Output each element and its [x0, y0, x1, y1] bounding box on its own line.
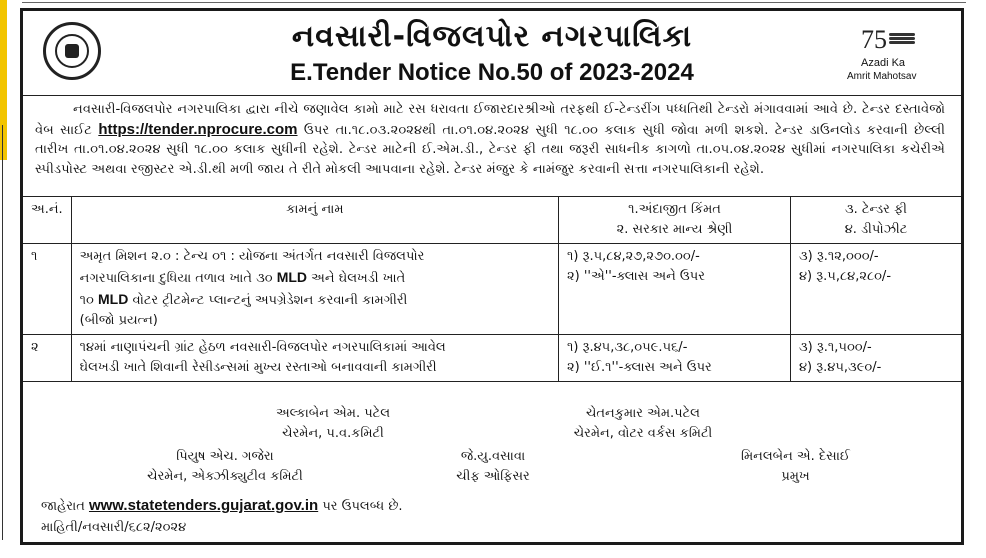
row-cost-category — [559, 335, 791, 382]
azadi-line2: Amrit Mahotsav — [847, 71, 917, 82]
intro-paragraph — [23, 96, 961, 197]
municipality-title: નવસારી-વિજલપોર નગરપાલિકા — [291, 19, 693, 54]
signatory-name: પિયુષ એચ. ગજેરા — [176, 449, 274, 464]
row-fee-deposit — [791, 335, 962, 382]
info-reference: માહિતી/નવસારી/૬૮૨/૨૦૨૪ — [41, 520, 187, 535]
row-fee-deposit — [791, 244, 962, 335]
work-name-text: નગરપાલિકાના દુધિયા તળાવ ખાતે ૩૦ — [79, 271, 277, 286]
deposit: ૪) રૂ.૪૫,૩૯૦/- — [799, 360, 882, 375]
signatory-name: જે.યુ.વસાવા — [460, 449, 526, 464]
work-name-text: વોટર ટ્રીટમેન્ટ પ્લાન્ટનું અપગ્રેડેશન કરવાની કામગીરી — [128, 293, 408, 308]
signatory-name: ચેતનકુમાર એમ.પટેલ — [586, 406, 700, 421]
footer-prefix: જાહેરાત — [41, 499, 89, 514]
work-name-line: અમૃત મિશન ૨.૦ : ટેન્ચ ૦૧ : યોજના અંતર્ગત નવસારી વિજલપોર — [79, 249, 425, 264]
header-fee-deposit — [791, 197, 962, 244]
header-category: ૨. સરકાર માન્ય શ્રેણી — [616, 222, 733, 237]
signatory-chief-officer — [428, 447, 558, 487]
work-name-line: (બીજો પ્રયત્ન) — [79, 313, 158, 328]
intro-text-part2: ઉપર તા.૧૮.૦૩.૨૦૨૪થી તા.૦૧.૦૪.૨૦૨૪ સુધી ૧૮.૦૦ કલાક સુધી જોવા મળી શકશે. ટેન્ડર ડાઉનલોડ કરવાની છેલ્લી તારીખ તા.૦૧.૦૪.૨૦૨૪ સુધી ૧૮.૦૦ કલાક સુધીની રહેશે. ટેન્ડર માટેની ઈ.એમ.ડી., ટેન્ડર ફી તથા જરૂરી સાધનીક કાગળો તા.૦૫.૦૪.૨૦૨૪ સુધીમાં નગરપાલિકા કચેરીએ સ્પીડપોસ્ટ અથવા રજીસ્ટર એ.ડી.થી મળી જાય તે રીતે મોકલી આપવાના રહેશે. ટેન્ડર મંજુર કે નામંજુર કરવાની સત્તા નગરપાલિકાની રહેશે. — [35, 122, 945, 177]
approved-category: ૨) ''ઈ.૧''-ક્લાસ અને ઉપર — [567, 360, 712, 375]
azadi-line1: Azadi Ka — [861, 57, 906, 69]
signatory-pw-chairman — [233, 404, 433, 444]
tender-table — [23, 197, 961, 382]
signatory-president — [718, 447, 873, 487]
azadi-ka-amrit-mahotsav-logo — [843, 25, 927, 87]
work-name-text: ૧૦ — [79, 293, 99, 308]
work-name-line: ઘેલખડી ખાતે શિવાની રેસીડન્સમાં મુખ્ય રસ્તાઓ બનાવવાની કામગીરી — [79, 360, 437, 375]
header-cost-category — [559, 197, 791, 244]
estimated-cost: ૧) રૂ.૫,૮૪,૨૭,૨૭૦.૦૦/- — [567, 249, 700, 264]
statetenders-link[interactable]: www.statetenders.gujarat.gov.in — [88, 497, 319, 514]
signatory-title: પ્રમુખ — [781, 469, 810, 484]
header-work-name: કામનું નામ — [71, 197, 558, 244]
signatory-name: મિનલબેન એ. દેસાઈ — [741, 449, 850, 464]
flag-icon — [889, 33, 915, 45]
work-name-line — [80, 289, 550, 311]
signatory-title: ચેરમેન, વોટર વર્કસ કમિટી — [573, 426, 713, 441]
top-rule — [22, 2, 966, 3]
work-name-text: અને ઘેલખડી ખાતે — [307, 271, 406, 286]
table-header-row — [23, 197, 961, 244]
signatory-title: ચેરમેન, પ.વ.કમિટી — [282, 426, 384, 441]
notice-title: E.Tender Notice No.50 of 2023-2024 — [290, 59, 694, 86]
mld-unit: MLD — [276, 269, 308, 285]
work-name-line — [80, 267, 550, 289]
intro-text-part1: નવસારી-વિજલપોર નગરપાલિકા દ્વારા નીચે જણાવેલ કામો માટે રસ ધરાવતા ઈજારદારશ્રીઓ તરફથી ઈ-ટેન્ડરીંગ પધ્ધતિથી ટેન્ડરો મંગાવવામાં આવે છે. ટેન્ડર દસ્તાવેજો વેબ સાઈટ — [35, 102, 945, 138]
table-row — [23, 335, 961, 382]
approved-category: ૨) ''એ''-ક્લાસ અને ઉપર — [567, 269, 705, 284]
table-row — [23, 244, 961, 335]
header-cost: ૧.અંદાજીત કિંમત — [628, 202, 721, 217]
footer-suffix: પર ઉપલબ્ધ છે. — [318, 499, 403, 514]
header-deposit: ૪. ડીપોઝીટ — [844, 222, 908, 237]
signatory-waterworks-chairman — [538, 404, 748, 444]
row-work-name — [71, 335, 558, 382]
tender-fee: ૩) રૂ.૧૨,૦૦૦/- — [799, 249, 879, 264]
tender-fee: ૩) રૂ.૧,૫૦૦/- — [799, 340, 872, 355]
tender-notice — [20, 8, 964, 545]
row-sr-no: ૨ — [23, 335, 71, 382]
notice-header — [23, 11, 961, 96]
signatory-title: ચેરમેન, એક્ઝીક્યુટીવ કમિટી — [147, 469, 303, 484]
azadi-number: 75 — [861, 25, 887, 54]
row-work-name — [71, 244, 558, 335]
mld-unit: MLD — [98, 291, 129, 307]
left-edge-rule — [2, 125, 3, 540]
header-fee: ૩. ટેન્ડર ફી — [845, 202, 907, 217]
signatory-title: ચીફ ઓફિસર — [456, 469, 530, 484]
row-sr-no: ૧ — [23, 244, 71, 335]
work-name-line: ૧૪માં નાણાપંચની ગ્રાંટ હેઠળ નવસારી-વિજલપોર નગરપાલિકામાં આવેલ — [79, 340, 446, 355]
advertisement-line — [41, 497, 403, 514]
estimated-cost: ૧) રૂ.૪૫,૩૮,૦૫૯.૫૬/- — [567, 340, 688, 355]
deposit: ૪) રૂ.૫,૮૪,૨૮૦/- — [799, 269, 892, 284]
header-sr-no: અ.નં. — [23, 197, 71, 244]
signatory-executive-chairman — [125, 447, 325, 487]
signatory-name: અલ્કાબેન એમ. પટેલ — [275, 406, 391, 421]
tender-website-link[interactable]: https://tender.nprocure.com — [98, 120, 298, 138]
row-cost-category — [559, 244, 791, 335]
